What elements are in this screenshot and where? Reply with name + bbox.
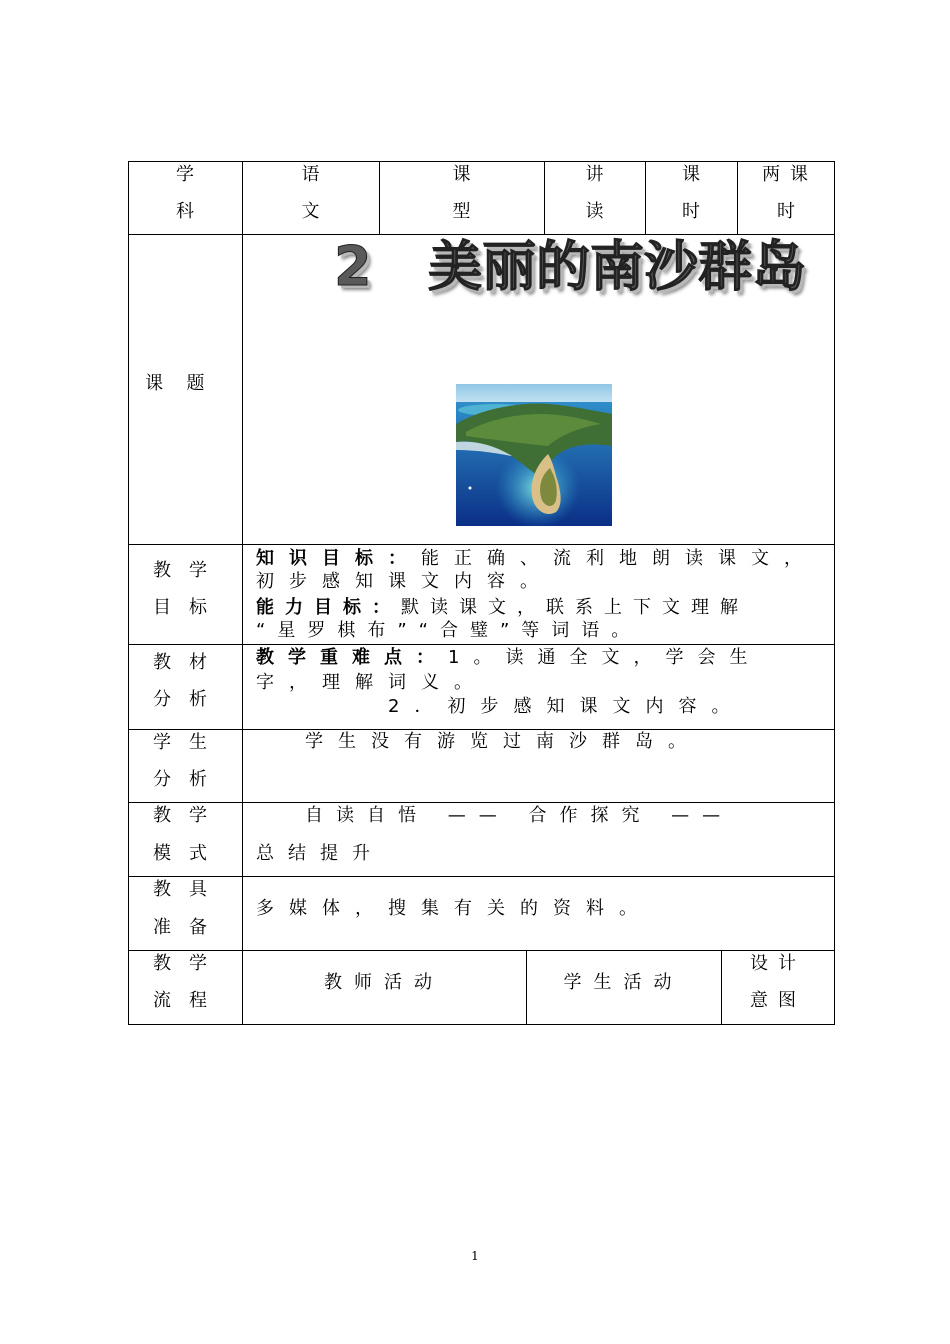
goals-line: [256, 548, 817, 570]
hours-value: 时: [777, 201, 795, 222]
students-label: 分析: [153, 769, 225, 790]
hours-label: 时: [682, 201, 700, 222]
material-label: 分析: [153, 689, 225, 710]
col-divider: [242, 161, 243, 1025]
type-label: 课: [452, 164, 471, 185]
lesson-label: 课 题: [145, 373, 209, 394]
goals-label: 目标: [153, 597, 225, 618]
subject-label: 学: [176, 164, 194, 185]
subject-value: 文: [301, 201, 320, 222]
lesson-number: 2: [334, 235, 372, 298]
ability-goal-text: 默读课文，联系上下文理解: [401, 597, 749, 618]
key-points-heading: 教学重难点：: [256, 647, 448, 668]
knowledge-goal-text: 能正确、流利地朗读课文，: [421, 548, 817, 569]
teacher-activity-header: 教师活动: [324, 972, 444, 993]
material-line: 2．初步感知课文内容。: [388, 696, 745, 717]
ability-goal-heading: 能力目标：: [256, 597, 401, 618]
material-line: [256, 647, 761, 669]
material-line: 字，理解词义。: [256, 672, 487, 693]
mode-label: 教学: [153, 805, 225, 826]
goals-line: 初步感知课文内容。: [256, 571, 553, 592]
row-divider: [128, 544, 835, 545]
student-activity-header: 学生活动: [563, 972, 684, 993]
mode-line: 自读自悟 —— 合作探究 ——: [305, 805, 734, 826]
subject-label: 科: [176, 201, 194, 222]
type-value: 读: [585, 201, 604, 222]
students-text: 学生没有游览过南沙群岛。: [305, 731, 701, 752]
goals-line: [256, 597, 749, 619]
mode-label: 模式: [153, 843, 225, 864]
row-divider: [128, 644, 835, 645]
mode-line: 总结提升: [256, 843, 384, 864]
design-intent-header: 设计: [750, 953, 806, 974]
goals-label: 教学: [153, 560, 225, 581]
flow-label: 流程: [153, 990, 225, 1011]
knowledge-goal-heading: 知识目标：: [256, 548, 421, 569]
type-label: 型: [452, 201, 471, 222]
hours-label: 课: [682, 164, 700, 185]
tools-label: 准备: [153, 917, 225, 938]
design-intent-header: 意图: [750, 990, 806, 1011]
key-points-text: 1。读通全文，学会生: [448, 647, 762, 668]
material-label: 教材: [153, 652, 225, 673]
goals-line: “星罗棋布”“合璧”等词语。: [256, 620, 642, 641]
row-divider: [128, 802, 835, 803]
subject-value: 语: [301, 164, 320, 185]
tools-label: 教具: [153, 879, 225, 900]
students-label: 学生: [153, 732, 225, 753]
island-photo: [456, 384, 612, 526]
page-number: 1: [471, 1249, 479, 1263]
tools-text: 多媒体，搜集有关的资料。: [256, 898, 652, 919]
row-divider: [128, 950, 835, 951]
flow-label: 教学: [153, 953, 225, 974]
lesson-title: 美丽的南沙群岛: [428, 235, 806, 298]
type-value: 讲: [585, 164, 604, 185]
hours-value: 两 课: [762, 164, 810, 185]
row-divider: [128, 876, 835, 877]
row-divider: [128, 729, 835, 730]
